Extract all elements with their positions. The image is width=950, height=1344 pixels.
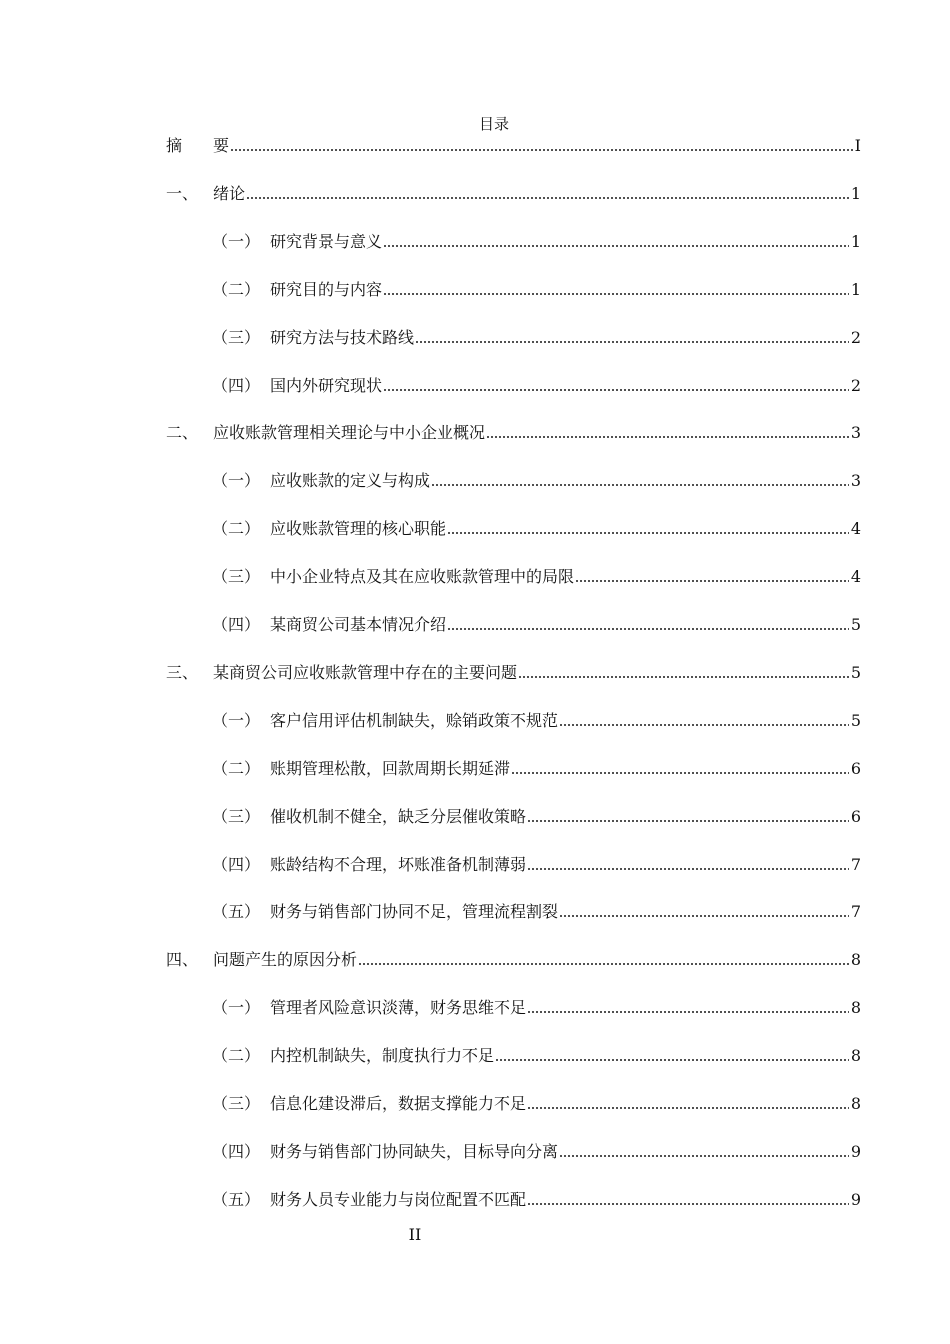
toc-entry-label: 财务与销售部门协同不足，管理流程割裂 (270, 902, 559, 922)
toc-dot-leader (559, 719, 849, 727)
toc-entry-page: 8 (850, 1094, 861, 1113)
toc-entry-label: 信息化建设滞后，数据支撑能力不足 (270, 1094, 527, 1113)
toc-entry-page: 2 (850, 375, 861, 395)
toc-entry-label: 应收账款管理相关理论与中小企业概况 (213, 423, 486, 443)
toc-entry-number: （一） (212, 231, 261, 251)
toc-entry-number: （一） (212, 710, 261, 730)
toc-entry-number: （五） (212, 902, 261, 922)
toc-dot-leader (415, 336, 849, 344)
toc-entry-page: 3 (850, 471, 861, 491)
toc-dot-leader (383, 240, 849, 248)
toc-entry[interactable] (212, 756, 861, 780)
toc-entry[interactable] (212, 373, 861, 397)
toc-entry-page: 5 (850, 662, 861, 682)
toc-entry-label: 问题产生的原因分析 (213, 950, 358, 970)
toc-entry-page: 7 (850, 854, 861, 874)
toc-dot-leader (527, 1198, 849, 1206)
toc-entry[interactable] (166, 947, 861, 971)
toc-entry[interactable] (212, 277, 861, 301)
toc-entry-label: 某商贸公司基本情况介绍 (270, 615, 447, 634)
toc-entry-number: （二） (212, 519, 261, 539)
toc-entry[interactable] (212, 708, 861, 732)
toc-entry-page: I (854, 136, 861, 155)
toc-entry-page: 2 (850, 327, 861, 347)
toc-dot-leader (383, 384, 849, 392)
toc-title: 目录 (478, 115, 509, 133)
toc-entry[interactable] (212, 564, 861, 588)
toc-entry-page: 6 (850, 758, 861, 778)
toc-entry-page: 8 (850, 1046, 861, 1066)
toc-dot-leader (431, 479, 849, 487)
toc-entry[interactable] (212, 325, 861, 349)
toc-entry-number: 三、 (166, 662, 199, 682)
toc-entry-page: 6 (850, 806, 861, 826)
toc-dot-leader (527, 863, 849, 871)
toc-dot-leader (246, 192, 849, 200)
toc-entry-page: 1 (850, 279, 861, 299)
toc-dot-leader (495, 1054, 849, 1062)
toc-entry-label: 账期管理松散，回款周期长期延滞 (270, 758, 511, 778)
toc-entry-label: 绪论 (213, 183, 246, 203)
toc-entry-label: 财务人员专业能力与岗位配置不匹配 (270, 1189, 527, 1209)
toc-entry-number: （四） (212, 375, 261, 395)
page-number: II (408, 1225, 422, 1244)
toc-entry-number: （四） (212, 615, 261, 634)
toc-entry[interactable] (212, 468, 861, 492)
toc-entry-page: 9 (850, 1141, 861, 1161)
toc-entry[interactable] (212, 852, 861, 876)
toc-entry[interactable] (212, 995, 861, 1019)
toc-entry-label: 研究背景与意义 (270, 231, 383, 251)
toc-entry-label: 管理者风险意识淡薄，财务思维不足 (270, 998, 527, 1018)
toc-entry-number: （二） (212, 1046, 261, 1066)
toc-entry[interactable] (212, 899, 861, 923)
toc-entry-label: 要 (213, 136, 230, 155)
toc-entry-page: 8 (850, 998, 861, 1018)
toc-entry-label: 中小企业特点及其在应收账款管理中的局限 (270, 567, 575, 587)
toc-entry-number: （四） (212, 854, 261, 874)
toc-entry-label: 应收账款管理的核心职能 (270, 519, 447, 539)
toc-entry[interactable] (212, 1091, 861, 1115)
toc-entry-page: 4 (850, 567, 861, 587)
toc-dot-leader (527, 1102, 849, 1110)
toc-entry[interactable] (166, 133, 861, 157)
toc-entry-label: 国内外研究现状 (270, 375, 383, 395)
toc-entry[interactable] (212, 229, 861, 253)
toc-entry[interactable] (166, 660, 861, 684)
toc-entry[interactable] (212, 1043, 861, 1067)
toc-entry-page: 3 (850, 423, 861, 443)
toc-dot-leader (559, 1150, 849, 1158)
toc-entry-label: 研究方法与技术路线 (270, 327, 415, 347)
toc-entry-number: （三） (212, 1094, 261, 1113)
toc-entry-number: 二、 (166, 423, 199, 443)
toc-entry-number: （三） (212, 327, 261, 347)
toc-entry-number: （三） (212, 567, 261, 587)
toc-dot-leader (511, 767, 849, 775)
toc-dot-leader (383, 288, 849, 296)
toc-entry-page: 9 (850, 1189, 861, 1209)
toc-entry-page: 7 (850, 902, 861, 922)
toc-entry-number: （四） (212, 1141, 261, 1161)
toc-entry-page: 4 (850, 519, 861, 539)
toc-entry-page: 1 (850, 183, 861, 203)
toc-entry[interactable] (212, 1187, 861, 1211)
toc-entry-number: （五） (212, 1189, 261, 1209)
toc-entry-label: 催收机制不健全，缺乏分层催收策略 (270, 806, 527, 826)
toc-dot-leader (486, 431, 849, 439)
toc-entry[interactable] (166, 181, 861, 205)
toc-dot-leader (230, 144, 853, 152)
toc-entry[interactable] (212, 1139, 861, 1163)
toc-entry-page: 5 (850, 710, 861, 730)
toc-entry-label: 财务与销售部门协同缺失，目标导向分离 (270, 1141, 559, 1161)
toc-entry-page: 1 (850, 231, 861, 251)
toc-entry-label: 某商贸公司应收账款管理中存在的主要问题 (213, 662, 518, 682)
toc-entry-label: 研究目的与内容 (270, 279, 383, 299)
toc-dot-leader (447, 527, 849, 535)
toc-dot-leader (447, 623, 849, 631)
toc-entry-label: 应收账款的定义与构成 (270, 471, 431, 491)
toc-entry-number: （一） (212, 471, 261, 491)
toc-entry-number: （二） (212, 279, 261, 299)
toc-dot-leader (559, 910, 849, 918)
toc-entry-number: （二） (212, 758, 261, 778)
toc-entry-number: （一） (212, 998, 261, 1018)
toc-entry-number: 摘 (166, 136, 183, 155)
toc-entry-number: 一、 (166, 183, 199, 203)
toc-entry-page: 8 (850, 950, 861, 970)
toc-entry-label: 账龄结构不合理，坏账准备机制薄弱 (270, 854, 527, 874)
toc-entry[interactable] (212, 516, 861, 540)
toc-dot-leader (527, 1006, 849, 1014)
toc-dot-leader (575, 575, 849, 583)
toc-dot-leader (518, 671, 849, 679)
toc-entry[interactable] (212, 804, 861, 828)
toc-entry-label: 客户信用评估机制缺失，赊销政策不规范 (270, 710, 559, 730)
toc-dot-leader (527, 815, 849, 823)
toc-entry-number: 四、 (166, 950, 199, 970)
toc-entry[interactable] (212, 612, 861, 636)
toc-entry-number: （三） (212, 806, 261, 826)
toc-entry-label: 内控机制缺失，制度执行力不足 (270, 1046, 495, 1066)
toc-entry-page: 5 (850, 615, 861, 634)
toc-dot-leader (358, 958, 849, 966)
toc-entry[interactable] (166, 420, 861, 444)
